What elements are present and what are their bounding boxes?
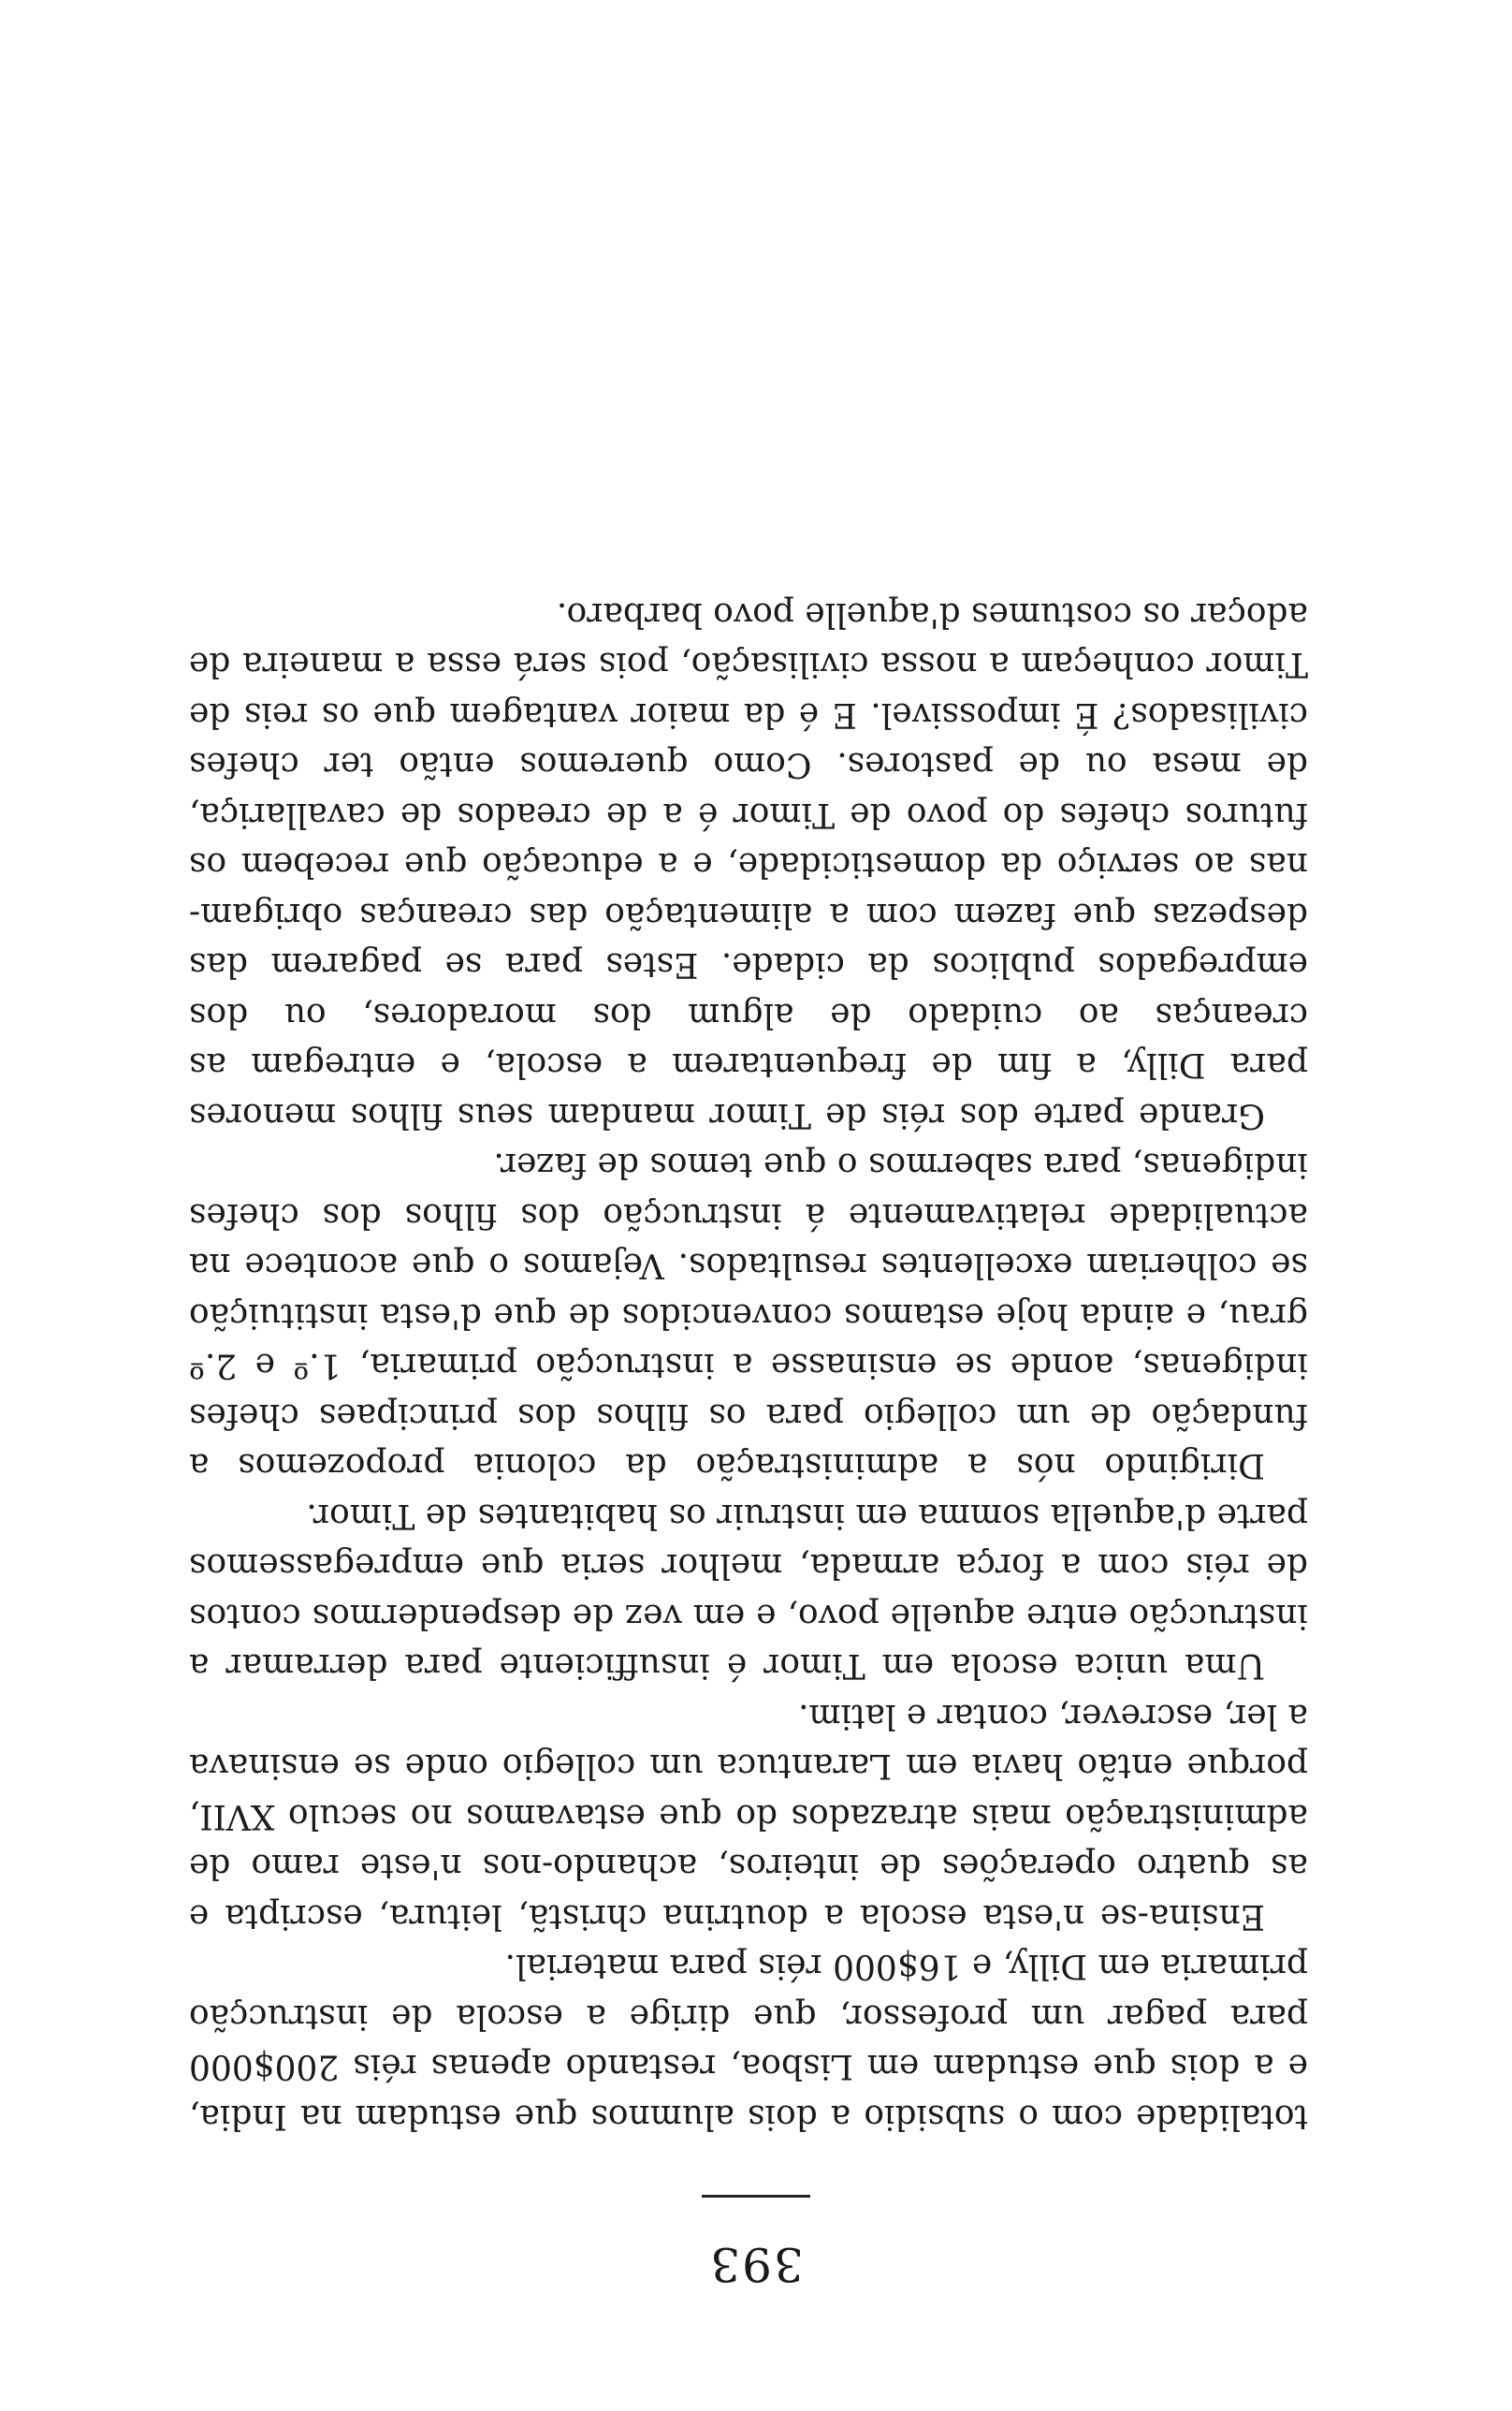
paragraph: Ensina-se n'esta escola a doutrina christã, leitura, escripta e as quatro operações de inteiros, achando-nos n'este ramo de administração mais atrazados do que estavamos no seculo XVII, porque então havia em Larantuca um collegio onde se ensinava a ler, escrever, contar e latim. bbox=[189, 1697, 1308, 1936]
body-text bbox=[189, 590, 1308, 2142]
header-rule bbox=[702, 2195, 810, 2198]
paragraph: Uma unica escola em Timor é insufficiente para derramar a instrucção entre aquelle povo, e em vez de despendermos contos de réis com a força armada, melhor seria que empregassemos parte d'aquella somma em instruir os habitantes de Timor. bbox=[189, 1497, 1308, 1686]
page-number: 393 bbox=[708, 2237, 804, 2291]
paragraph: totalidade com o subsidio a dois alumnos que estudam na India, e a dois que estudam em Lisboa, restando apenas réis 200$000 para pagar um professor, que dirige a escola de instrucção primaria em Dilly, e 16$000 réis para material. bbox=[189, 1947, 1308, 2136]
paragraph: Dirigindo nós a administração da colonia propozemos a fundação de um collegio para os filhos dos principaes chefes indigenas, aonde se ensinasse a instrucção primaria, 1.º e 2.º grau, e ainda hoje estamos convencidos de que d'esta instituição se colheriam excellentes resultados. Vejamos o que acontece na actualidade relativamente á instrucção dos filhos dos chefes indigenas, para sabermos o que temos de fazer. bbox=[189, 1146, 1308, 1485]
paragraph: Grande parte dos réis de Timor mandam seus filhos menores para Dilly, a fim de frequentarem a escola, e entregam as creanças ao cuidado de algum dos moradores, ou dos empregados publicos da cidade. Estes para se pagarem das despezas que fazem com a alimentação das creanças obrigam-nas ao serviço da domesticidade, e a educação que recebem os futuros chefes do povo de Timor é a de creados de cavallariça, de mesa ou de pastores. Como queremos então ter chefes civilisados? É impossivel. E é da maior vantagem que os reis de Timor conheçam a nossa civilisação, pois será essa a maneira de adoçar os costumes d'aquelle povo barbaro. bbox=[189, 595, 1308, 1134]
